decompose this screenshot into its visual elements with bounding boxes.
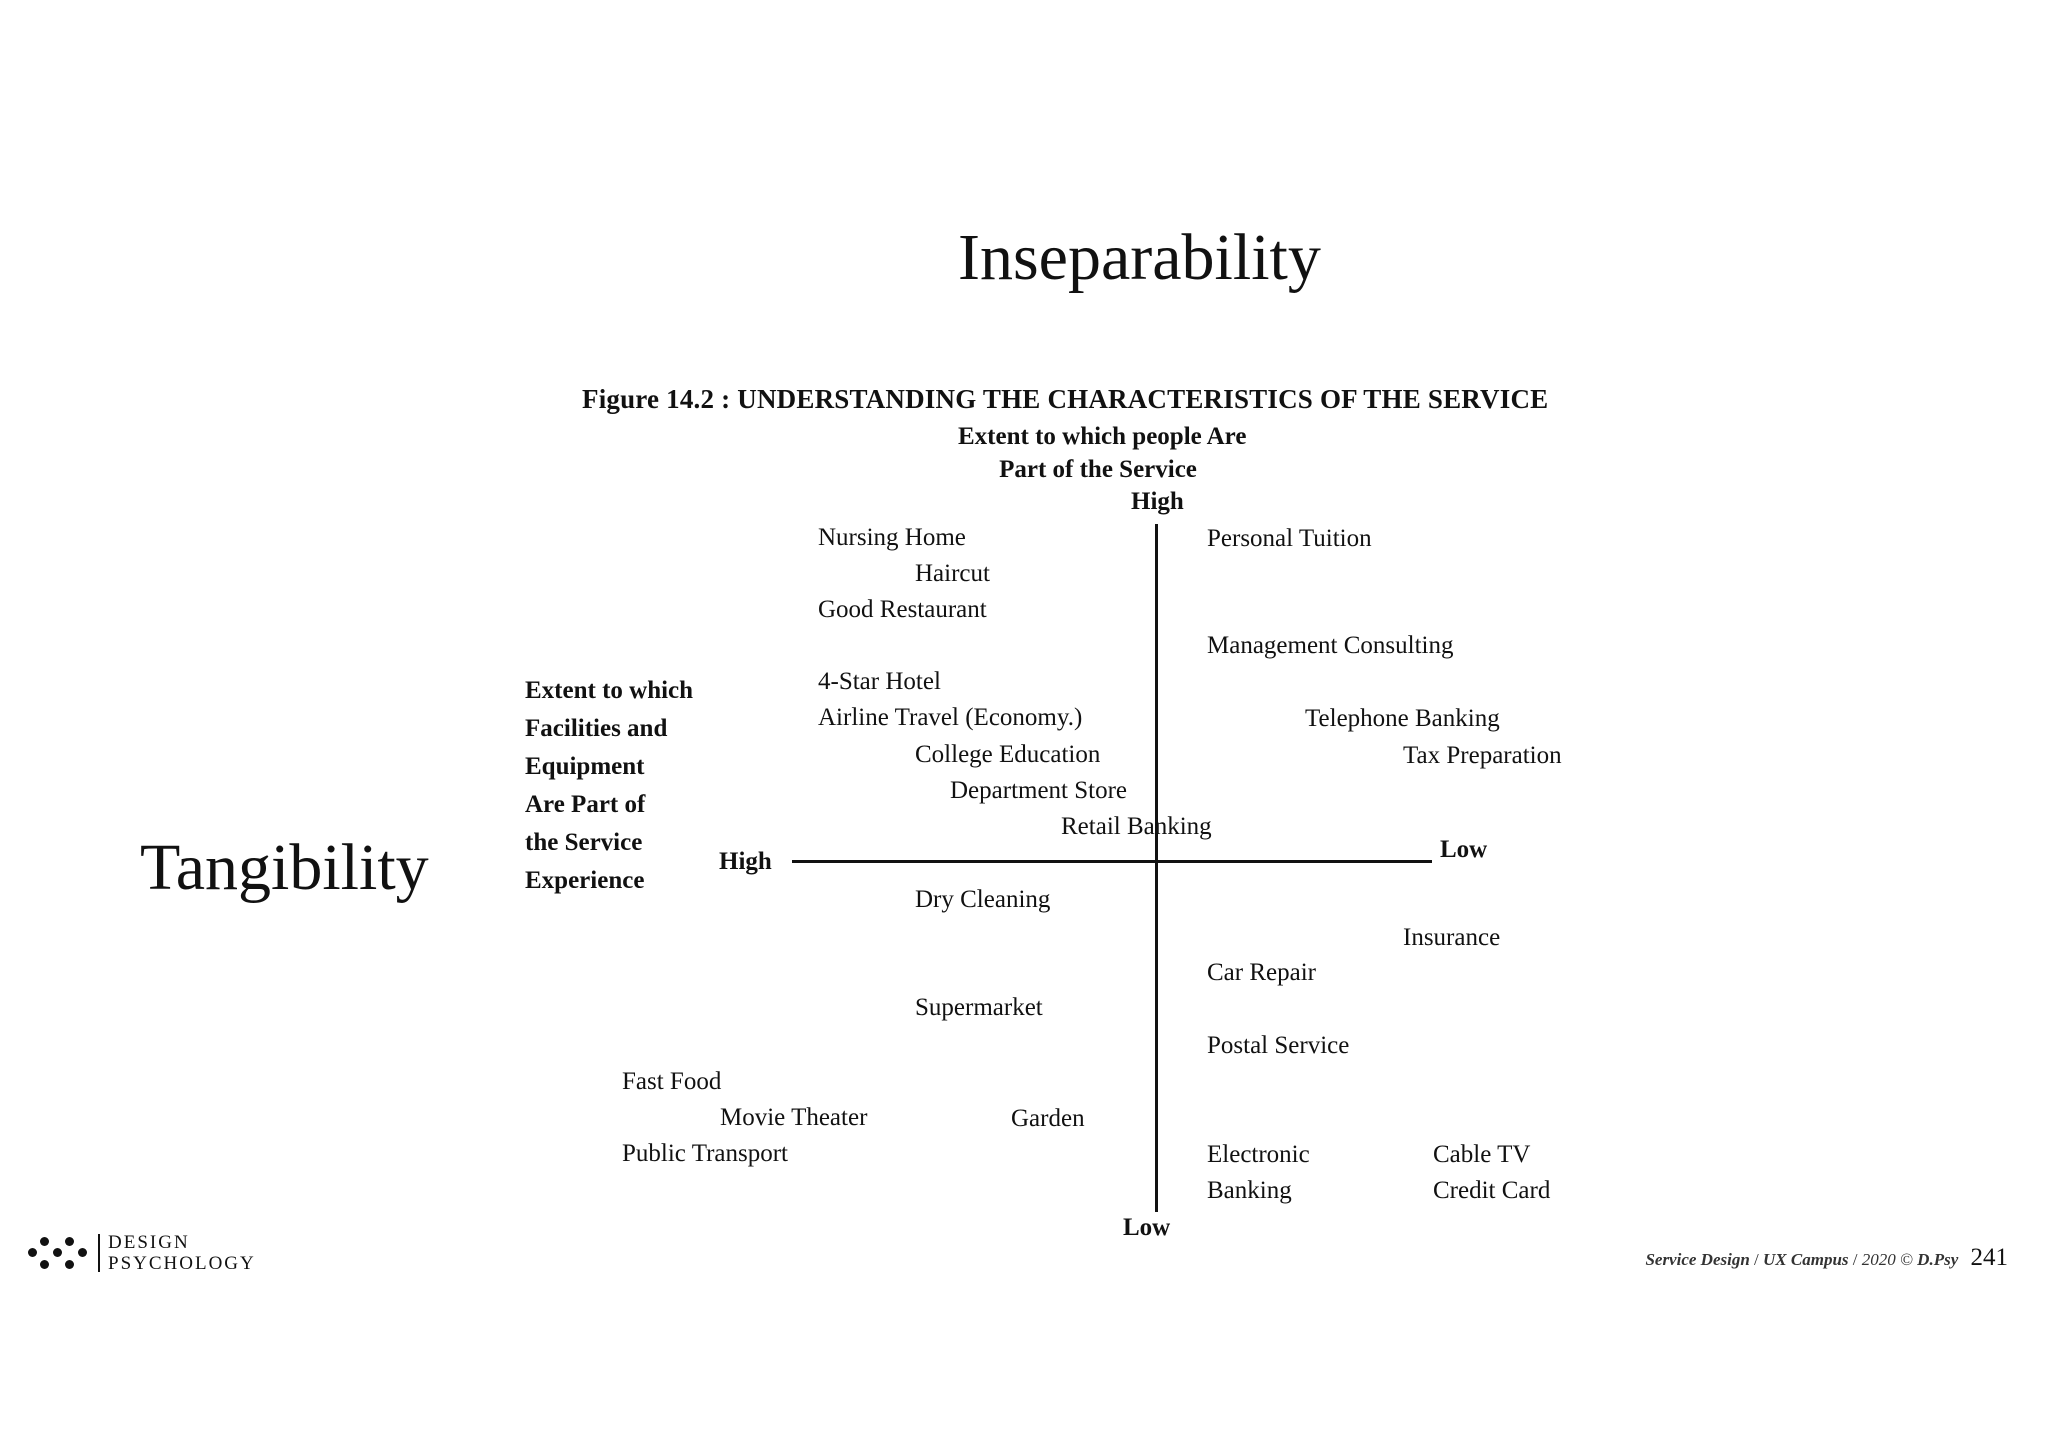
- item-credit-card: Credit Card: [1433, 1177, 1551, 1204]
- tangibility-label: Tangibility: [140, 831, 429, 904]
- item-electronic-banking-line2: Banking: [1207, 1177, 1292, 1204]
- horizontal-axis-label-line: Are Part of: [525, 791, 646, 818]
- slide-footer: [1645, 1244, 2008, 1272]
- slide-title: Inseparability: [958, 221, 1321, 294]
- footer-author: D.Psy: [1917, 1250, 1959, 1269]
- item-personal-tuition: Personal Tuition: [1207, 525, 1372, 552]
- item-telephone-banking: Telephone Banking: [1305, 705, 1500, 732]
- item-department-store: Department Store: [950, 777, 1128, 804]
- item-retail-banking: Retail Banking: [1061, 813, 1212, 840]
- design-psychology-logo: [28, 1232, 288, 1276]
- footer-year: 2020 ©: [1861, 1250, 1913, 1269]
- vertical-axis-label-line1: Extent to which people Are: [958, 423, 1247, 450]
- vertical-axis-low: Low: [1123, 1214, 1171, 1241]
- footer-separator: /: [1754, 1250, 1759, 1269]
- horizontal-axis-label-line: Equipment: [525, 753, 645, 780]
- item-four-star-hotel: 4-Star Hotel: [818, 668, 941, 695]
- item-management-consulting: Management Consulting: [1207, 632, 1454, 659]
- item-cable-tv: Cable TV: [1433, 1141, 1531, 1168]
- horizontal-axis-high: High: [719, 848, 772, 875]
- footer-campus: UX Campus: [1763, 1250, 1849, 1269]
- page-number: 241: [1970, 1244, 2008, 1271]
- horizontal-axis-label-line: Extent to which: [525, 677, 694, 704]
- vertical-axis-high: High: [1131, 488, 1184, 515]
- item-public-transport: Public Transport: [622, 1140, 789, 1167]
- item-good-restaurant: Good Restaurant: [818, 596, 987, 623]
- item-airline-travel: Airline Travel (Economy.): [818, 704, 1083, 731]
- item-dry-cleaning: Dry Cleaning: [915, 886, 1051, 913]
- item-tax-preparation: Tax Preparation: [1403, 742, 1562, 769]
- item-college-education: College Education: [915, 741, 1101, 768]
- footer-course: Service Design: [1645, 1250, 1750, 1269]
- item-garden: Garden: [1011, 1105, 1085, 1132]
- service-characteristics-figure: [520, 372, 1630, 1252]
- item-postal-service: Postal Service: [1207, 1032, 1350, 1059]
- logo-text-line1: DESIGN: [108, 1232, 190, 1253]
- item-insurance: Insurance: [1403, 924, 1501, 951]
- figure-title: Figure 14.2 : UNDERSTANDING THE CHARACTERISTICS OF THE SERVICE: [582, 384, 1549, 414]
- horizontal-axis-label-line: Facilities and: [525, 715, 668, 742]
- horizontal-axis-label: [525, 672, 725, 900]
- item-nursing-home: Nursing Home: [818, 524, 966, 551]
- vertical-axis-label: [958, 420, 1247, 486]
- item-fast-food: Fast Food: [622, 1068, 722, 1095]
- vertical-axis-line: [1155, 524, 1158, 1212]
- item-car-repair: Car Repair: [1207, 959, 1316, 986]
- logo-divider: [98, 1234, 100, 1272]
- item-movie-theater: Movie Theater: [720, 1104, 868, 1131]
- horizontal-axis-label-line: Experience: [525, 867, 645, 894]
- horizontal-axis-line: [792, 860, 1432, 863]
- footer-separator: /: [1852, 1250, 1858, 1269]
- item-supermarket: Supermarket: [915, 994, 1043, 1021]
- vertical-axis-label-line2: Part of the Service: [999, 456, 1197, 483]
- item-haircut: Haircut: [915, 560, 990, 587]
- item-electronic-banking-line1: Electronic: [1207, 1141, 1310, 1168]
- horizontal-axis-low: Low: [1440, 836, 1488, 863]
- logo-text-line2: PSYCHOLOGY: [108, 1253, 256, 1274]
- horizontal-axis-label-line: the Service: [525, 829, 643, 856]
